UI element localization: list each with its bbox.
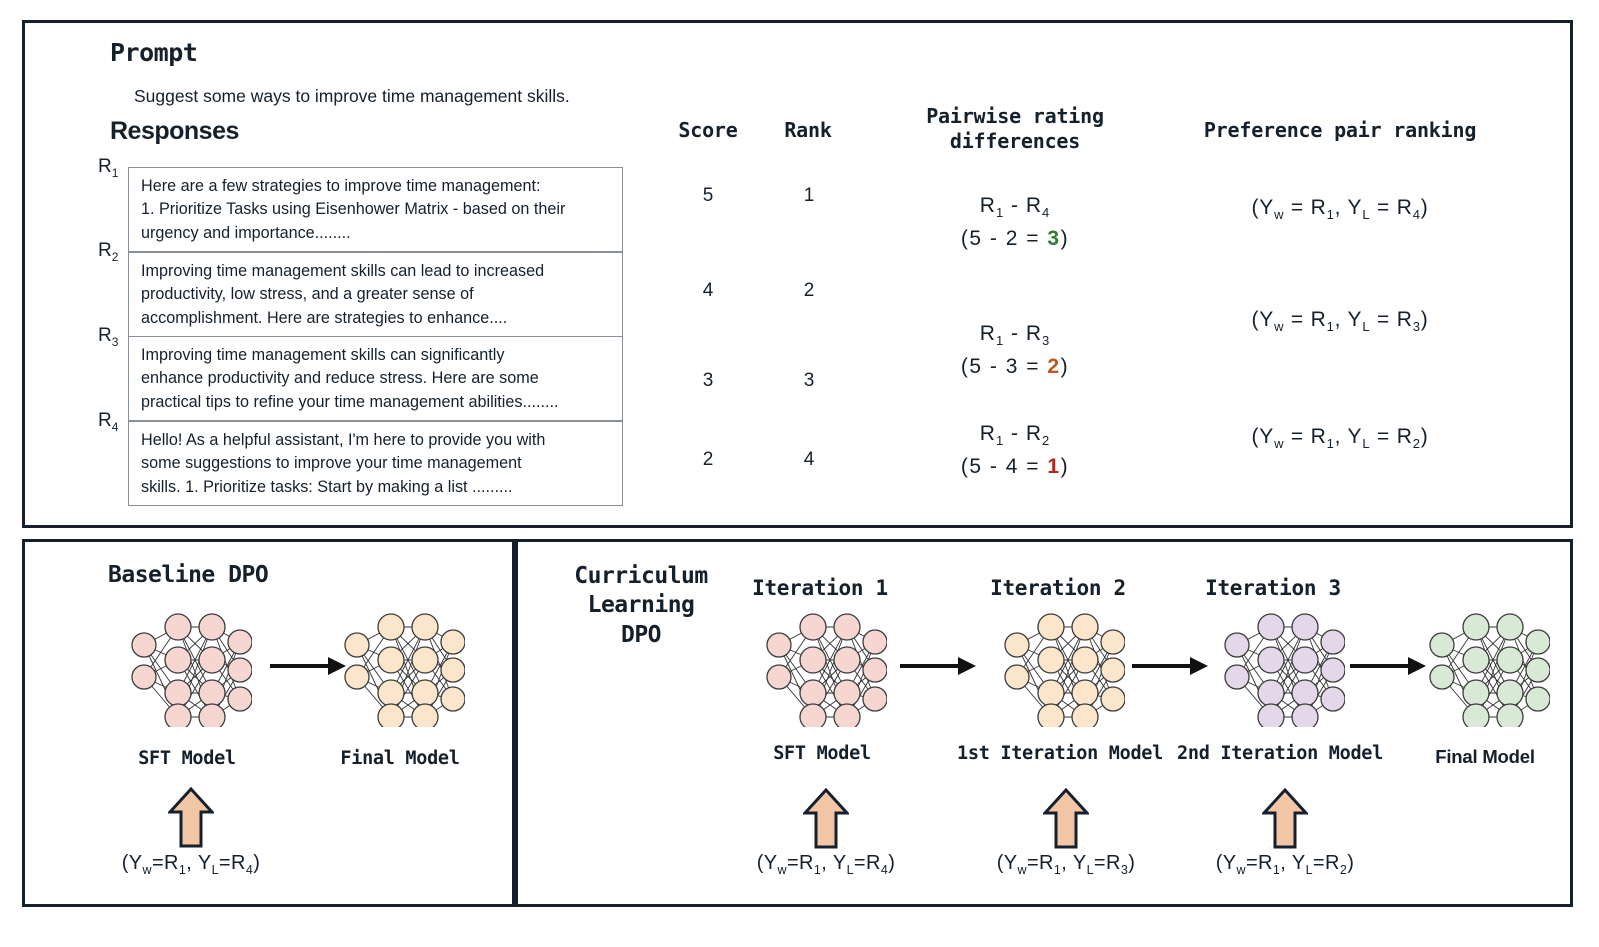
iteration-1-network [757,607,887,727]
iteration-3-network [1215,607,1345,727]
pairwise-difference-2 [885,318,1145,382]
response-r4-line1: Hello! As a helpful assistant, I'm here to provide you with [141,431,546,449]
score-value-r1: 5 [702,185,714,206]
curriculum-title-line3: DPO [620,621,662,648]
response-label-r2: $R_2$ [98,240,119,264]
response-label-r3: $R_3$ [98,325,119,349]
pairwise-expression-1: $R_1 - R_4$ [979,194,1051,221]
pairwise-difference-1 [885,190,1145,254]
pref-3-win-sub: 1 [1326,436,1335,452]
iteration-3-heading: Iteration 3 [1205,576,1341,600]
response-r3-line1: Improving time management skills can significantly [141,346,505,364]
iteration-2-to-3-arrow-icon [1130,655,1210,677]
baseline-dpo-title: Baseline DPO [108,562,269,588]
iteration-3-input-up-arrow-icon [1262,788,1308,850]
response-r2-line3: accomplishment. Here are strategies to enhance.... [141,308,508,327]
pairwise-1-b-sub: 4 [1042,205,1051,221]
response-box-r3 [128,336,623,421]
iter3-pair-win-sub: 1 [1272,863,1281,877]
pref-1-l: L [1362,207,1371,223]
pairwise-expression-3: $R_1 - R_2$ [979,422,1051,449]
pairwise-calculation-1 [885,223,1145,255]
final-model-network-curriculum [1420,607,1550,727]
pref-3-l: L [1362,436,1371,452]
iter3-pair-l: L [1305,863,1313,877]
response-r3-line2: enhance productivity and reduce stress. Here are some [141,369,539,388]
preference-pair-3: ($Y_w = R_1$, $Y_L = R_2$) [1251,425,1429,452]
iteration-2-input-up-arrow-icon [1043,788,1089,850]
pairwise-1-prefix: (5 - 2 = [960,226,1048,250]
pairwise-2-a-sub: 1 [995,333,1005,349]
pref-3-lose-sub: 2 [1412,436,1421,452]
response-r4-line2: some suggestions to improve your time management [141,454,522,473]
response-label-r1-sub: 1 [111,165,119,180]
iter1-pair-l: L [846,863,854,877]
iteration-3-caption: 2nd Iteration Model [1177,743,1383,764]
response-box-r2 [128,252,623,337]
response-label-r4-sub: 4 [111,419,119,434]
pairwise-3-b-sub: 2 [1042,433,1051,449]
response-label-r1: $R_1$ [98,156,119,180]
pref-2-w: w [1274,319,1285,335]
column-header-preference: Preference pair ranking [1203,118,1477,142]
pairwise-2-prefix: (5 - 3 = [960,354,1048,378]
iter2-pair-l: L [1086,863,1094,877]
iter1-pair-w: w [777,863,787,877]
pairwise-difference-3 [885,418,1145,482]
pairwise-1-a-sub: 1 [995,205,1005,221]
pref-2-l: L [1362,319,1371,335]
iter3-pair-lose-sub: 2 [1339,863,1348,877]
final-model-network-baseline [335,607,465,727]
pref-2-win-sub: 1 [1326,319,1335,335]
iteration-2-pair-caption: ($Y_w=R_1$, $Y_L=R_3$) [996,852,1136,877]
pairwise-3-prefix: (5 - 4 = [960,454,1048,478]
curriculum-title-line2: Learning [587,592,695,619]
score-value-r4: 2 [702,449,714,470]
iteration-1-caption: SFT Model [773,743,871,764]
response-label-r4: $R_4$ [98,410,119,434]
pairwise-1-result: 3 [1047,226,1061,250]
iter2-pair-w: w [1017,863,1027,877]
sft-model-network-baseline [122,607,252,727]
iteration-3-pair-caption: ($Y_w=R_1$, $Y_L=R_2$) [1215,852,1355,877]
pairwise-2-b-sub: 3 [1042,333,1051,349]
baseline-pair-caption: ($Y_w=R_1$, $Y_L=R_4$) [121,852,261,877]
iteration-2-heading: Iteration 2 [990,576,1126,600]
score-value-r3: 3 [702,370,714,391]
iter1-pair-lose-sub: 4 [880,863,889,877]
curriculum-final-caption: Final Model [1435,746,1535,767]
pref-2-lose-sub: 3 [1412,319,1421,335]
response-r1-line1: Here are a few strategies to improve time management: [141,177,541,195]
iteration-1-heading: Iteration 1 [752,576,888,600]
pairwise-3-result: 1 [1047,454,1061,478]
baseline-pair-lose-sub: 4 [245,863,254,877]
pref-1-w: w [1274,207,1285,223]
iteration-1-input-up-arrow-icon [803,788,849,850]
response-r1-line3: urgency and importance........ [141,223,351,242]
pref-3-w: w [1274,436,1285,452]
pref-1-win-sub: 1 [1326,207,1335,223]
iter1-pair-win-sub: 1 [813,863,822,877]
pairwise-3-a-sub: 1 [995,433,1005,449]
rank-value-r2: 2 [803,280,815,301]
pairwise-2-suffix: ) [1060,354,1070,378]
pairwise-expression-2: $R_1 - R_3$ [979,322,1051,349]
column-header-pairwise-line2: differences [949,129,1081,153]
preference-pair-2: ($Y_w = R_1$, $Y_L = R_3$) [1251,308,1429,335]
iteration-1-to-2-arrow-icon [898,655,978,677]
iteration-2-network [995,607,1125,727]
response-label-r2-sub: 2 [111,249,119,264]
response-r3-line3: practical tips to refine your time management abilities........ [141,392,559,411]
response-r1-line2: 1. Prioritize Tasks using Eisenhower Matrix - based on their [141,200,566,219]
prompt-heading: Prompt [110,38,198,67]
score-value-r2: 4 [702,280,714,301]
response-label-r3-sub: 3 [111,334,119,349]
iter2-pair-win-sub: 1 [1053,863,1062,877]
pref-1-lose-sub: 4 [1412,207,1421,223]
curriculum-title-line1: Curriculum [574,563,708,589]
response-box-r1 [128,167,623,252]
baseline-final-caption: Final Model [340,748,460,769]
pairwise-calculation-2 [885,351,1145,383]
responses-heading: Responses [110,117,239,145]
curriculum-dpo-title [556,562,726,650]
column-header-pairwise [890,104,1140,154]
pairwise-1-suffix: ) [1060,226,1070,250]
baseline-sft-caption: SFT Model [138,748,236,769]
iteration-1-pair-caption: ($Y_w=R_1$, $Y_L=R_4$) [756,852,896,877]
prompt-text: Suggest some ways to improve time management skills. [134,86,570,106]
column-header-score: Score [678,118,738,142]
baseline-pair-w: w [142,863,152,877]
iter2-pair-lose-sub: 3 [1120,863,1129,877]
baseline-pair-l: L [211,863,219,877]
iteration-3-to-final-arrow-icon [1348,655,1428,677]
pairwise-3-suffix: ) [1060,454,1070,478]
iteration-2-caption: 1st Iteration Model [957,743,1163,764]
response-r4-line3: skills. 1. Prioritize tasks: Start by making a list ......... [141,477,513,496]
rank-value-r1: 1 [803,185,815,206]
rank-value-r4: 4 [803,449,815,470]
column-header-rank: Rank [784,118,832,142]
response-r2-line1: Improving time management skills can lead to increased [141,262,545,280]
baseline-pair-win-sub: 1 [178,863,187,877]
column-header-pairwise-line1: Pairwise rating [926,104,1104,128]
rank-value-r3: 3 [803,370,815,391]
iter3-pair-w: w [1236,863,1246,877]
pairwise-2-result: 2 [1047,354,1061,378]
response-box-r4 [128,421,623,506]
response-r2-line2: productivity, low stress, and a greater sense of [141,285,474,304]
baseline-input-up-arrow-icon [168,787,214,849]
pairwise-calculation-3 [885,451,1145,483]
preference-pair-1: ($Y_w = R_1$, $Y_L = R_4$) [1251,196,1429,223]
